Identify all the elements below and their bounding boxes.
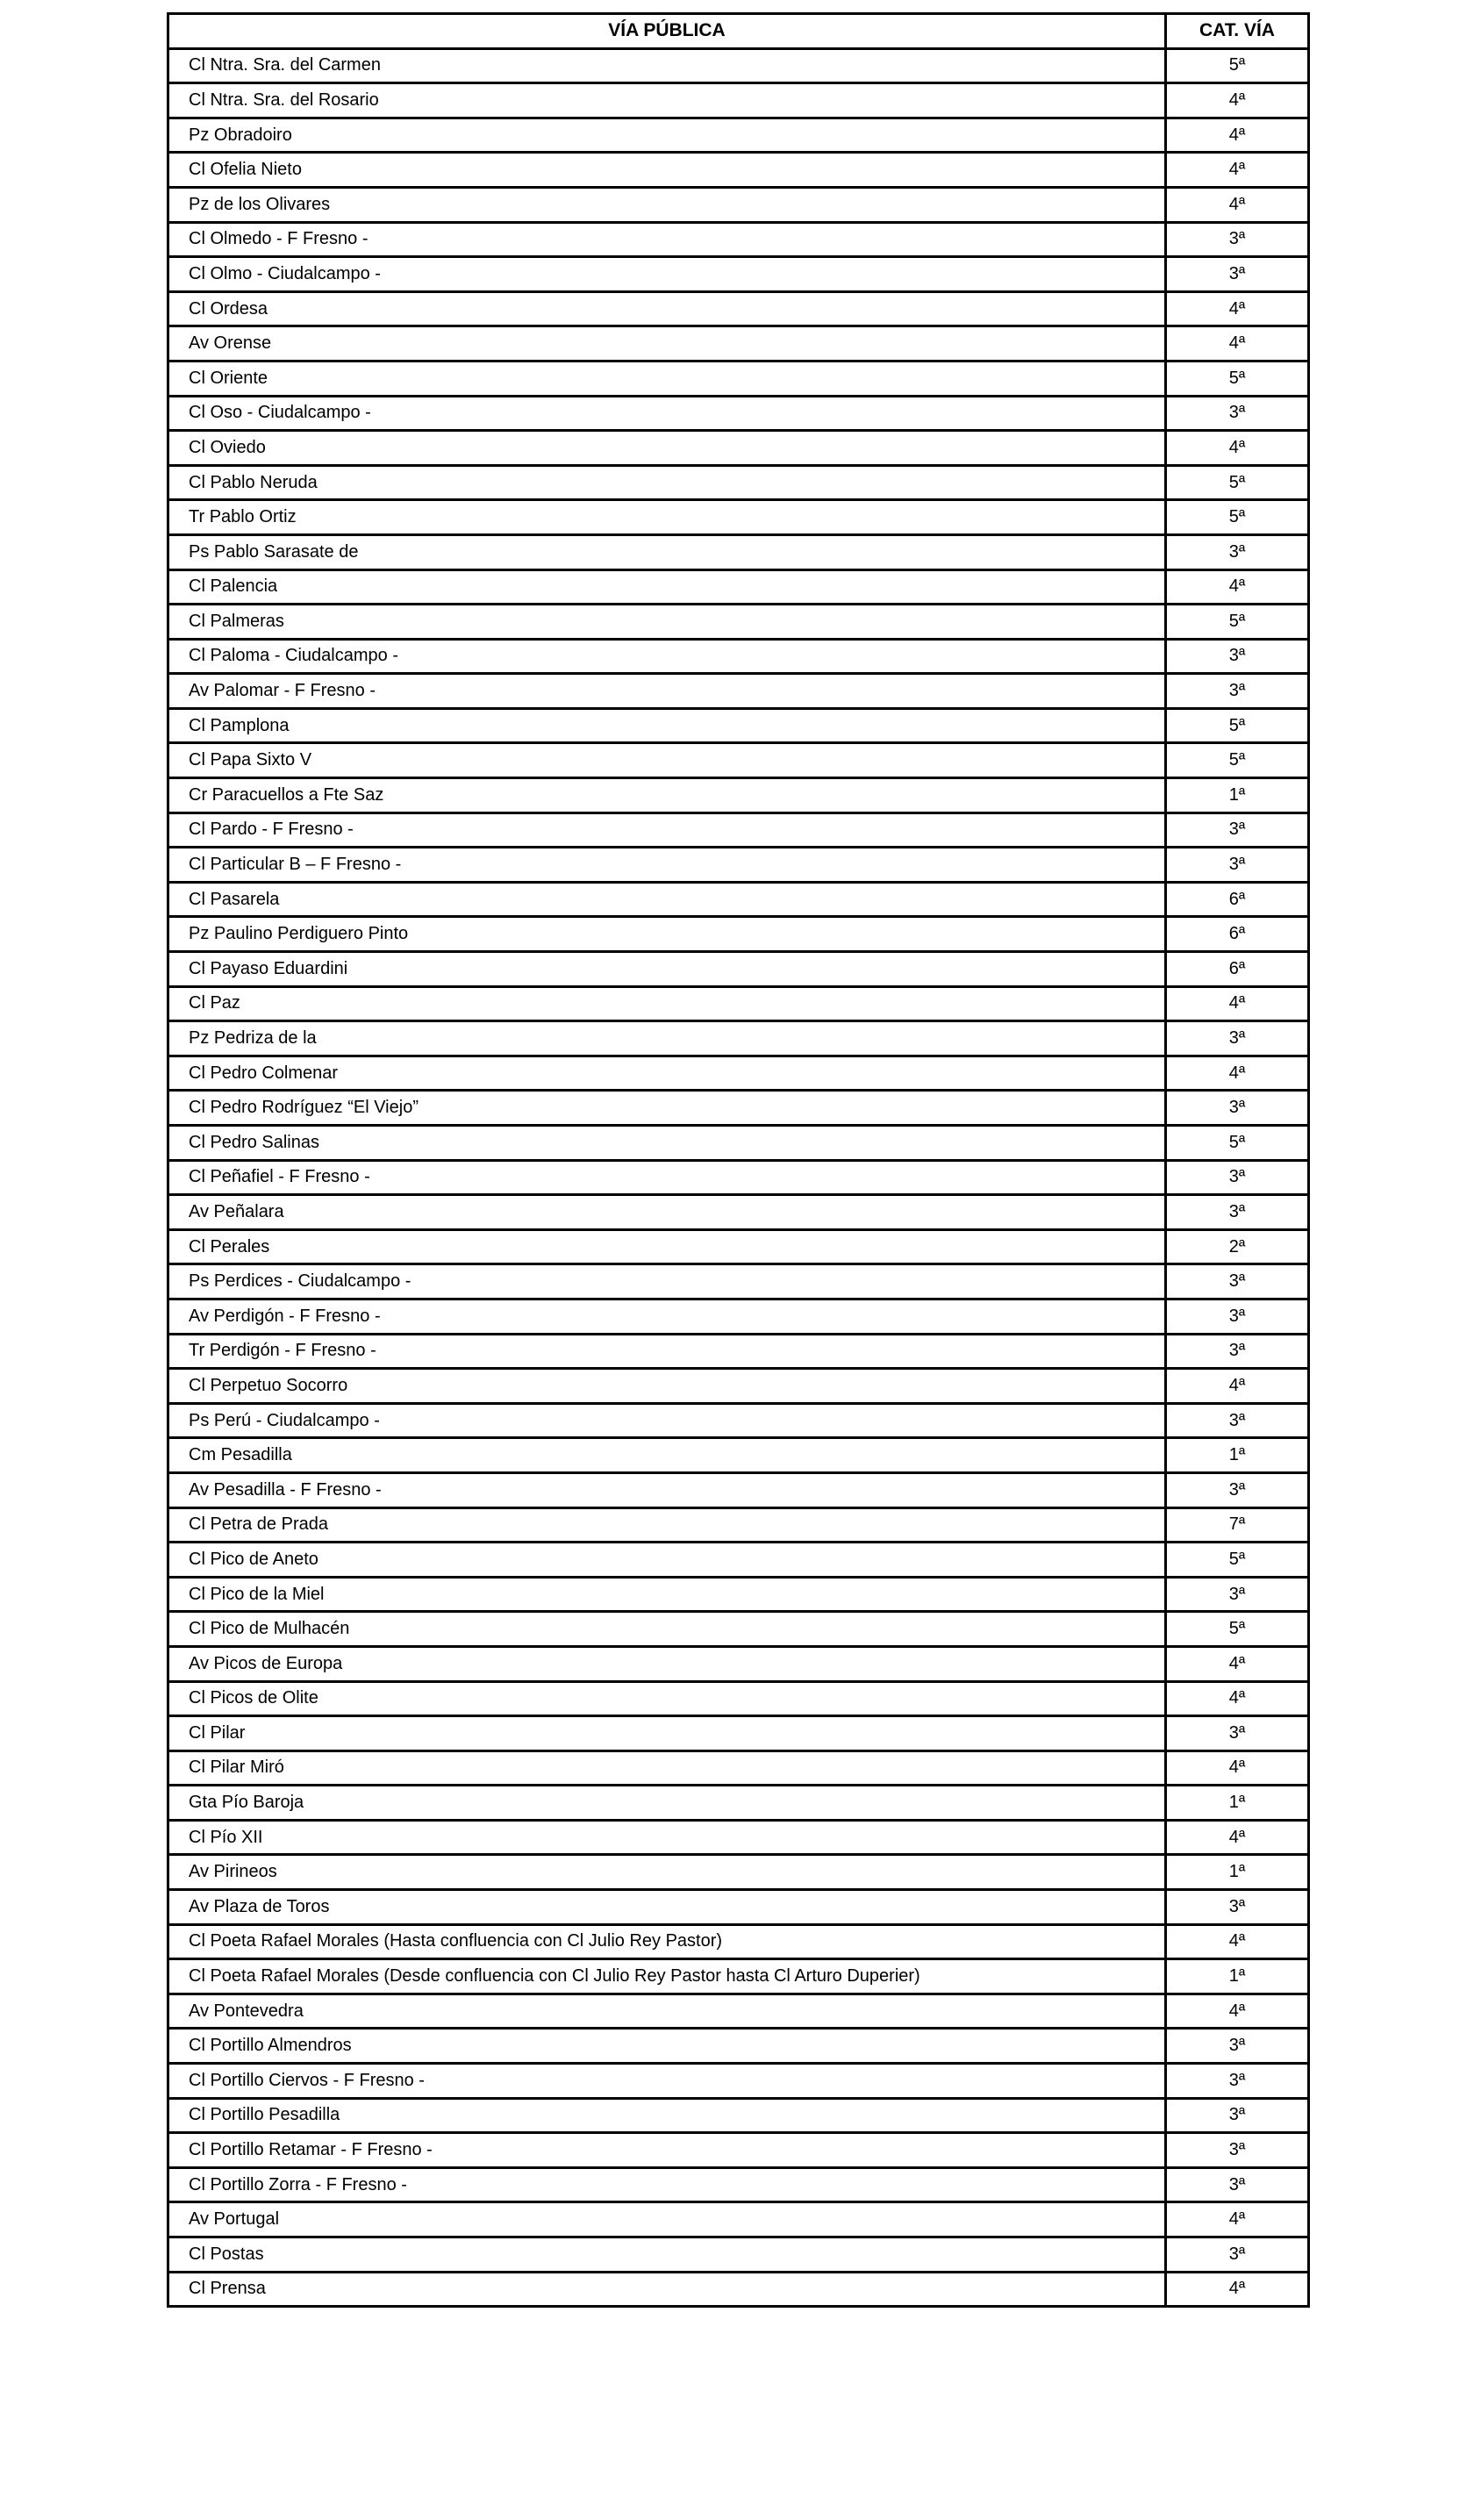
table-row [168, 1021, 1309, 1056]
via-cell: Cl Pedro Colmenar [168, 1056, 1166, 1091]
via-cell: Cl Peñafiel - F Fresno - [168, 1160, 1166, 1195]
table-row [168, 1472, 1309, 1507]
cat-cell: 3ª [1166, 639, 1309, 674]
via-cell: Cl Picos de Olite [168, 1681, 1166, 1716]
via-cell: Cl Paloma - Ciudalcampo - [168, 639, 1166, 674]
table-row [168, 1056, 1309, 1091]
via-cell: Ps Pablo Sarasate de [168, 534, 1166, 569]
cat-cell: 4ª [1166, 1369, 1309, 1404]
via-cell: Av Portugal [168, 2202, 1166, 2237]
street-category-table [167, 12, 1310, 2308]
cat-cell: 4ª [1166, 1750, 1309, 1786]
table-row [168, 1959, 1309, 1994]
via-cell: Cl Palencia [168, 569, 1166, 605]
via-cell: Cl Ntra. Sra. del Rosario [168, 83, 1166, 118]
table-row [168, 882, 1309, 917]
via-cell: Cl Particular B – F Fresno - [168, 848, 1166, 883]
table-row [168, 1369, 1309, 1404]
cat-cell: 3ª [1166, 1577, 1309, 1612]
cat-cell: 4ª [1166, 83, 1309, 118]
cat-cell: 3ª [1166, 1195, 1309, 1230]
via-cell: Pz de los Olivares [168, 187, 1166, 222]
table-row [168, 153, 1309, 188]
via-publica-header: VÍA PÚBLICA [168, 14, 1166, 49]
cat-cell: 3ª [1166, 1716, 1309, 1751]
cat-cell: 3ª [1166, 1021, 1309, 1056]
via-cell: Cl Oviedo [168, 431, 1166, 466]
cat-cell: 3ª [1166, 2029, 1309, 2064]
table-row [168, 1750, 1309, 1786]
cat-cell: 3ª [1166, 1264, 1309, 1299]
via-cell: Ps Perdices - Ciudalcampo - [168, 1264, 1166, 1299]
via-cell: Cl Pasarela [168, 882, 1166, 917]
cat-via-header: CAT. VÍA [1166, 14, 1309, 49]
via-cell: Cl Pedro Salinas [168, 1126, 1166, 1161]
table-row [168, 1229, 1309, 1264]
via-cell: Cr Paracuellos a Fte Saz [168, 778, 1166, 813]
via-cell: Cl Portillo Ciervos - F Fresno - [168, 2064, 1166, 2099]
table-row [168, 534, 1309, 569]
cat-cell: 3ª [1166, 1472, 1309, 1507]
table-row [168, 1160, 1309, 1195]
via-cell: Cl Payaso Eduardini [168, 952, 1166, 987]
via-cell: Cl Pilar Miró [168, 1750, 1166, 1786]
table-row [168, 1786, 1309, 1821]
via-cell: Av Picos de Europa [168, 1646, 1166, 1681]
via-cell: Cl Pamplona [168, 708, 1166, 743]
via-cell: Av Palomar - F Fresno - [168, 674, 1166, 709]
via-cell: Cl Perales [168, 1229, 1166, 1264]
table-row [168, 326, 1309, 362]
table-row [168, 1716, 1309, 1751]
table-row [168, 1994, 1309, 2029]
via-cell: Cl Olmedo - F Fresno - [168, 222, 1166, 257]
via-cell: Tr Perdigón - F Fresno - [168, 1334, 1166, 1369]
via-cell: Cm Pesadilla [168, 1438, 1166, 1473]
cat-cell: 4ª [1166, 569, 1309, 605]
table-row [168, 361, 1309, 396]
cat-cell: 3ª [1166, 674, 1309, 709]
cat-cell: 4ª [1166, 2272, 1309, 2307]
table-row [168, 778, 1309, 813]
table-row [168, 2272, 1309, 2307]
table-row [168, 2064, 1309, 2099]
via-cell: Av Plaza de Toros [168, 1890, 1166, 1925]
cat-cell: 4ª [1166, 1924, 1309, 1959]
table-row [168, 1091, 1309, 1126]
cat-cell: 6ª [1166, 882, 1309, 917]
via-cell: Cl Paz [168, 986, 1166, 1021]
via-cell: Ps Perú - Ciudalcampo - [168, 1403, 1166, 1438]
table-row [168, 396, 1309, 431]
table-row [168, 2029, 1309, 2064]
cat-cell: 5ª [1166, 743, 1309, 778]
cat-cell: 1ª [1166, 1786, 1309, 1821]
cat-cell: 5ª [1166, 465, 1309, 500]
cat-cell: 3ª [1166, 2133, 1309, 2168]
table-row [168, 257, 1309, 292]
via-cell: Av Peñalara [168, 1195, 1166, 1230]
cat-cell: 4ª [1166, 1820, 1309, 1855]
via-cell: Cl Pilar [168, 1716, 1166, 1751]
table-row [168, 500, 1309, 535]
cat-cell: 4ª [1166, 326, 1309, 362]
cat-cell: 3ª [1166, 1091, 1309, 1126]
table-row [168, 848, 1309, 883]
via-cell: Cl Ofelia Nieto [168, 153, 1166, 188]
cat-cell: 5ª [1166, 708, 1309, 743]
via-cell: Cl Pedro Rodríguez “El Viejo” [168, 1091, 1166, 1126]
table-row [168, 83, 1309, 118]
table-row [168, 1334, 1309, 1369]
table-row [168, 1855, 1309, 1890]
via-cell: Av Pontevedra [168, 1994, 1166, 2029]
table-row [168, 569, 1309, 605]
table-row [168, 1543, 1309, 1578]
via-cell: Cl Petra de Prada [168, 1507, 1166, 1543]
table-row [168, 743, 1309, 778]
cat-cell: 5ª [1166, 361, 1309, 396]
cat-cell: 1ª [1166, 778, 1309, 813]
via-cell: Cl Ordesa [168, 291, 1166, 326]
via-cell: Cl Oso - Ciudalcampo - [168, 396, 1166, 431]
table-row [168, 674, 1309, 709]
cat-cell: 4ª [1166, 153, 1309, 188]
table-row [168, 986, 1309, 1021]
via-cell: Cl Perpetuo Socorro [168, 1369, 1166, 1404]
via-cell: Cl Portillo Pesadilla [168, 2098, 1166, 2133]
via-cell: Pz Obradoiro [168, 118, 1166, 153]
via-cell: Pz Paulino Perdiguero Pinto [168, 917, 1166, 952]
cat-cell: 3ª [1166, 1403, 1309, 1438]
table-row [168, 2167, 1309, 2202]
cat-cell: 3ª [1166, 222, 1309, 257]
table-header-row [168, 14, 1309, 49]
via-cell: Cl Papa Sixto V [168, 743, 1166, 778]
via-cell: Cl Poeta Rafael Morales (Desde confluencia con Cl Julio Rey Pastor hasta Cl Arturo Duperier) [168, 1959, 1166, 1994]
table-row [168, 1612, 1309, 1647]
table-row [168, 48, 1309, 83]
cat-cell: 3ª [1166, 813, 1309, 848]
table-row [168, 431, 1309, 466]
via-cell: Cl Palmeras [168, 605, 1166, 640]
via-cell: Cl Pico de la Miel [168, 1577, 1166, 1612]
table-row [168, 1577, 1309, 1612]
via-cell: Cl Pico de Mulhacén [168, 1612, 1166, 1647]
via-cell: Cl Oriente [168, 361, 1166, 396]
via-cell: Pz Pedriza de la [168, 1021, 1166, 1056]
cat-cell: 3ª [1166, 257, 1309, 292]
via-cell: Cl Portillo Retamar - F Fresno - [168, 2133, 1166, 2168]
table-row [168, 222, 1309, 257]
via-cell: Cl Pío XII [168, 1820, 1166, 1855]
cat-cell: 3ª [1166, 2064, 1309, 2099]
cat-cell: 4ª [1166, 118, 1309, 153]
table-row [168, 1438, 1309, 1473]
via-cell: Cl Portillo Almendros [168, 2029, 1166, 2064]
via-cell: Cl Prensa [168, 2272, 1166, 2307]
via-cell: Cl Pablo Neruda [168, 465, 1166, 500]
table-row [168, 465, 1309, 500]
cat-cell: 3ª [1166, 1890, 1309, 1925]
cat-cell: 4ª [1166, 986, 1309, 1021]
table-row [168, 813, 1309, 848]
cat-cell: 3ª [1166, 396, 1309, 431]
cat-cell: 7ª [1166, 1507, 1309, 1543]
via-cell: Cl Olmo - Ciudalcampo - [168, 257, 1166, 292]
cat-cell: 4ª [1166, 2202, 1309, 2237]
cat-cell: 6ª [1166, 917, 1309, 952]
via-cell: Cl Pardo - F Fresno - [168, 813, 1166, 848]
cat-cell: 4ª [1166, 1994, 1309, 2029]
table-row [168, 187, 1309, 222]
table-row [168, 1195, 1309, 1230]
table-row [168, 2133, 1309, 2168]
via-cell: Cl Pico de Aneto [168, 1543, 1166, 1578]
cat-cell: 5ª [1166, 1126, 1309, 1161]
cat-cell: 4ª [1166, 291, 1309, 326]
cat-cell: 6ª [1166, 952, 1309, 987]
table-row [168, 2098, 1309, 2133]
table-row [168, 291, 1309, 326]
table-row [168, 708, 1309, 743]
street-table-body [168, 48, 1309, 2307]
via-cell: Av Perdigón - F Fresno - [168, 1299, 1166, 1334]
cat-cell: 1ª [1166, 1855, 1309, 1890]
via-cell: Cl Postas [168, 2237, 1166, 2273]
via-cell: Av Pirineos [168, 1855, 1166, 1890]
cat-cell: 5ª [1166, 1612, 1309, 1647]
cat-cell: 3ª [1166, 1299, 1309, 1334]
cat-cell: 5ª [1166, 1543, 1309, 1578]
cat-cell: 3ª [1166, 2098, 1309, 2133]
table-row [168, 952, 1309, 987]
table-row [168, 1264, 1309, 1299]
cat-cell: 5ª [1166, 48, 1309, 83]
table-row [168, 917, 1309, 952]
cat-cell: 3ª [1166, 2237, 1309, 2273]
table-row [168, 1890, 1309, 1925]
table-row [168, 2202, 1309, 2237]
table-row [168, 1403, 1309, 1438]
cat-cell: 4ª [1166, 431, 1309, 466]
cat-cell: 4ª [1166, 187, 1309, 222]
via-cell: Cl Poeta Rafael Morales (Hasta confluencia con Cl Julio Rey Pastor) [168, 1924, 1166, 1959]
via-cell: Tr Pablo Ortiz [168, 500, 1166, 535]
table-row [168, 1924, 1309, 1959]
table-row [168, 1299, 1309, 1334]
table-row [168, 1646, 1309, 1681]
via-cell: Gta Pío Baroja [168, 1786, 1166, 1821]
cat-cell: 3ª [1166, 2167, 1309, 2202]
cat-cell: 3ª [1166, 848, 1309, 883]
table-row [168, 2237, 1309, 2273]
cat-cell: 5ª [1166, 605, 1309, 640]
cat-cell: 3ª [1166, 1334, 1309, 1369]
table-row [168, 1820, 1309, 1855]
cat-cell: 3ª [1166, 534, 1309, 569]
table-row [168, 118, 1309, 153]
table-row [168, 1507, 1309, 1543]
cat-cell: 4ª [1166, 1681, 1309, 1716]
table-row [168, 639, 1309, 674]
cat-cell: 5ª [1166, 500, 1309, 535]
cat-cell: 2ª [1166, 1229, 1309, 1264]
via-cell: Av Pesadilla - F Fresno - [168, 1472, 1166, 1507]
cat-cell: 4ª [1166, 1646, 1309, 1681]
table-row [168, 1126, 1309, 1161]
via-cell: Cl Portillo Zorra - F Fresno - [168, 2167, 1166, 2202]
via-cell: Cl Ntra. Sra. del Carmen [168, 48, 1166, 83]
cat-cell: 1ª [1166, 1438, 1309, 1473]
table-row [168, 605, 1309, 640]
table-row [168, 1681, 1309, 1716]
cat-cell: 4ª [1166, 1056, 1309, 1091]
via-cell: Av Orense [168, 326, 1166, 362]
cat-cell: 3ª [1166, 1160, 1309, 1195]
cat-cell: 1ª [1166, 1959, 1309, 1994]
